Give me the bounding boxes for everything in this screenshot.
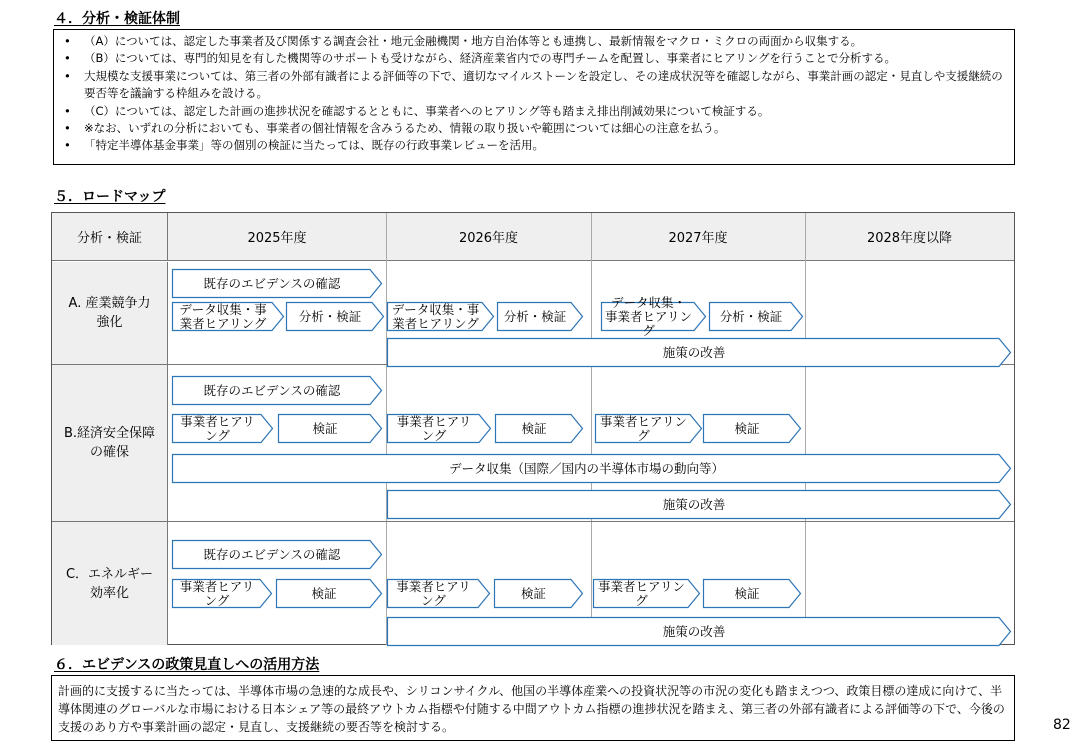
verify-arrow: [278, 414, 382, 443]
data_hearing-label: データ収集・事業者ヒアリング: [179, 301, 267, 331]
analysis-arrow: [286, 302, 384, 331]
header-fy2026: 2026年度: [386, 213, 591, 261]
hearing-label: 事業者ヒアリング: [180, 413, 255, 443]
improve-label: 施策の改善: [662, 344, 726, 360]
verify-arrow: [276, 579, 382, 608]
verify-arrow: [703, 414, 801, 443]
bullet-item: • 「特定半導体基金事業」等の個別の検証に当たっては、既存の行政事業レビューを活用。: [62, 137, 1006, 154]
hearing-label: 事業者ヒアリング: [179, 578, 255, 608]
bullet-item: • （A）については、認定した事業者及び関係する調査会社・地元金融機関・地方自治体等とも連携し、最新情報をマクロ・ミクロの両面から収集する。: [62, 33, 1006, 50]
data_hearing-arrow: [387, 302, 494, 331]
data_hearing-arrow: [601, 294, 706, 338]
hearing-label: 事業者ヒアリング: [396, 578, 471, 608]
hearing-arrow: [595, 414, 702, 443]
verify-label: 検証: [734, 585, 760, 601]
header-analysis: 分析・検証: [52, 213, 168, 261]
row-label-b: B.経済安全保障の確保: [52, 365, 168, 521]
improve-arrow: [387, 338, 1011, 367]
section-5-title: ５．ロードマップ: [54, 189, 166, 205]
data_hearing-label: データ収集・事業者ヒアリング: [391, 301, 480, 331]
header-fy2028: 2028年度以降: [805, 213, 1014, 261]
evidence-label: 既存のエビデンスの確認: [203, 546, 341, 562]
hearing-label: 事業者ヒアリング: [396, 413, 472, 443]
row-label-a: A. 産業競争力強化: [52, 262, 168, 364]
verify-arrow: [703, 579, 801, 608]
analysis-label: 分析・検証: [719, 308, 783, 324]
section-4-bullets: [53, 29, 1015, 165]
improve-label: 施策の改善: [662, 623, 726, 639]
bullet-item: • ※なお、いずれの分析においても、事業者の個社情報を含みうるため、情報の取り扱いや範囲については細心の注意を払う。: [62, 120, 1006, 137]
analysis-arrow: [709, 302, 803, 331]
evidence-arrow: [172, 376, 382, 405]
hearing-arrow: [387, 414, 491, 443]
data_hearing-arrow: [172, 302, 284, 331]
verify-label: 検証: [312, 420, 338, 436]
evidence-label: 既存のエビデンスの確認: [203, 275, 341, 291]
analysis-label: 分析・検証: [503, 308, 567, 324]
improve-arrow: [387, 617, 1011, 646]
verify-arrow: [494, 579, 583, 608]
improve-arrow: [387, 490, 1011, 519]
verify-label: 検証: [521, 420, 547, 436]
evidence-arrow: [172, 540, 382, 569]
verify-arrow: [495, 414, 583, 443]
data_market-arrow: [172, 454, 1011, 483]
hearing-label: 事業者ヒアリング: [597, 578, 685, 608]
verify-label: 検証: [311, 585, 337, 601]
analysis-label: 分析・検証: [298, 308, 362, 324]
section-4-title: ４．分析・検証体制: [54, 11, 180, 27]
header-fy2027: 2027年度: [591, 213, 805, 261]
hearing-arrow: [172, 414, 273, 443]
data_market-label: データ収集（国際／国内の半導体市場の動向等）: [448, 460, 724, 476]
evidence-arrow: [172, 269, 382, 298]
data_hearing-label: データ収集・事業者ヒアリング: [605, 294, 693, 338]
page-number: 82: [1053, 717, 1071, 733]
evidence-label: 既存のエビデンスの確認: [203, 382, 341, 398]
header-fy2025: 2025年度: [168, 213, 386, 261]
bullet-item: • （B）については、専門的知見を有した機関等のサポートも受けながら、経済産業省内での専門チームを配置し、事業者にヒアリングを行うことで分析する。: [62, 50, 1006, 67]
analysis-arrow: [497, 302, 583, 331]
section-6-text: 計画的に支援するに当たっては、半導体市場の急速的な成長や、シリコンサイクル、他国の半導体産業への投資状況等の市況の変化も踏まえつつ、政策目標の達成に向けて、半導体関連のグローバルな市場における日本シェア等の最終アウトカム指標や付随する中間アウトカム指標の進捗状況を踏まえ、第三者の外部有識者による評価等の下で、今後の支援のあり方や事業計画の認定・見直し、支援継続の要否等を検討する。: [51, 675, 1015, 741]
verify-label: 検証: [734, 420, 760, 436]
bullet-item: • （C）については、認定した計画の進捗状況を確認するとともに、事業者へのヒアリング等も踏まえ排出削減効果について検証する。: [62, 103, 1006, 120]
hearing-arrow: [172, 579, 272, 608]
improve-label: 施策の改善: [662, 496, 726, 512]
hearing-arrow: [593, 579, 700, 608]
verify-label: 検証: [520, 585, 546, 601]
hearing-label: 事業者ヒアリング: [599, 413, 687, 443]
section-6-title: ６．エビデンスの政策見直しへの活用方法: [54, 657, 320, 673]
hearing-arrow: [387, 579, 490, 608]
bullet-item: • 大規模な支援事業については、第三者の外部有識者による評価等の下で、適切なマイルストーンを設定し、その達成状況等を確認しながら、事業計画の認定・見直しや支援継続の要否等を議論する枠組みを設ける。: [62, 68, 1006, 103]
row-label-c: C．エネルギー効率化: [52, 522, 168, 645]
